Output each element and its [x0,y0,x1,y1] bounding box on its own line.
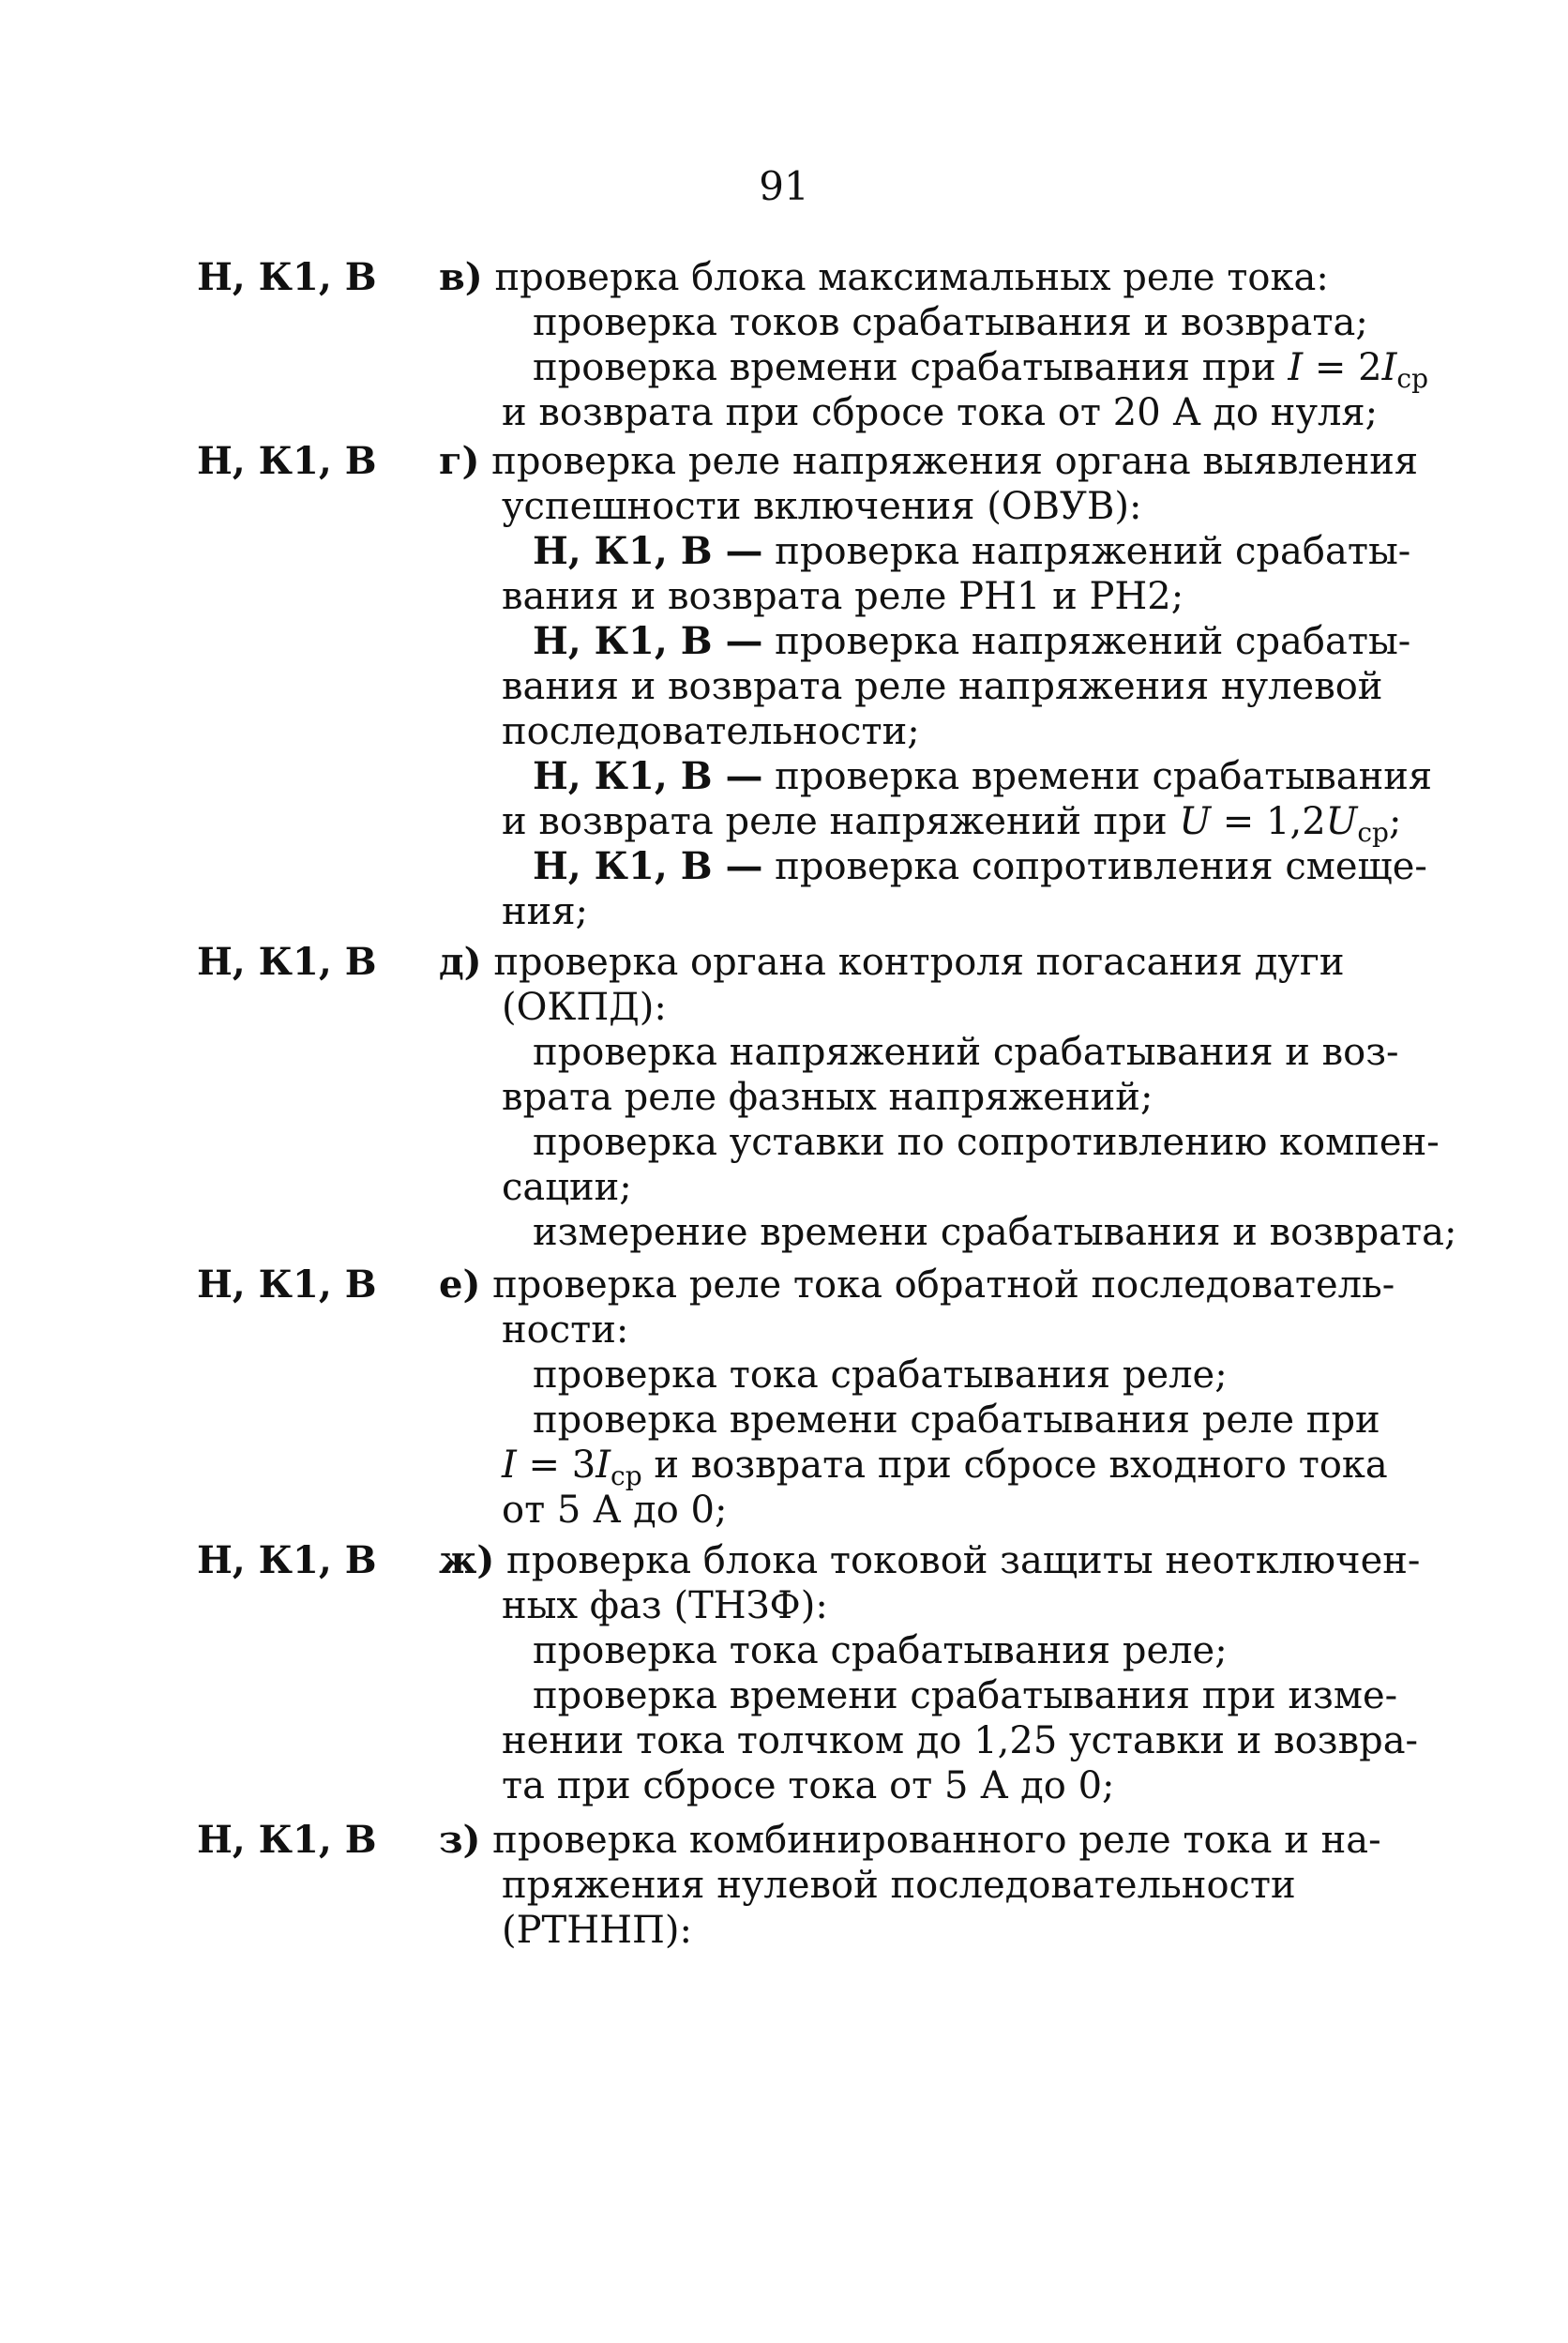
text-line: последовательности; [502,710,920,753]
section-letter: д) [439,940,482,984]
section-heading-zh: ж) проверка блока токовой защиты неотключен- [439,1538,1421,1582]
section-letter: ж) [439,1538,495,1582]
section-code: Н, К1, В [197,1262,377,1307]
text-line: проверка тока срабатывания реле; [533,1353,1228,1397]
text-line: Н, К1, В — проверка напряжений срабаты- [533,529,1411,573]
section-code: Н, К1, В [197,940,377,984]
section-heading-g: г) проверка реле напряжения органа выявления [439,439,1419,483]
section-letter: г) [439,439,480,483]
text-line: ных фаз (ТНЗФ): [502,1584,828,1627]
text-line: та при сбросе тока от 5 А до 0; [502,1764,1115,1807]
text-line: вания и возврата реле напряжения нулевой [502,665,1383,708]
text-line: пряжения нулевой последовательности [502,1864,1296,1907]
text-line: и возврата при сбросе тока от 20 А до нуля; [502,391,1379,434]
section-code: Н, К1, В [197,255,377,299]
text-line: Н, К1, В — проверка сопротивления смеще- [533,844,1427,888]
section-letter: з) [439,1818,481,1862]
section-heading-e: е) проверка реле тока обратной последователь- [439,1262,1395,1307]
text-line: успешности включения (ОВУВ): [502,485,1142,528]
text-line: измерение времени срабатывания и возврата; [533,1211,1457,1254]
text-line: сации; [502,1166,632,1209]
section-code: Н, К1, В [197,1538,377,1582]
text-line: проверка времени срабатывания реле при [533,1398,1380,1442]
text-line: (ОКПД): [502,986,667,1029]
section-heading-z: з) проверка комбинированного реле тока и на- [439,1818,1381,1862]
section-code: Н, К1, В [197,439,377,483]
text-line: нении тока толчком до 1,25 уставки и возвра- [502,1719,1419,1762]
text-line: Н, К1, В — проверка напряжений срабаты- [533,619,1411,663]
page-number: 91 [759,163,809,209]
text-line: проверка уставки по сопротивлению компен- [533,1121,1440,1164]
section-letter: е) [439,1262,481,1307]
text-line: ния; [502,890,589,933]
text-line: проверка тока срабатывания реле; [533,1629,1228,1672]
text-line: Н, К1, В — проверка времени срабатывания [533,754,1433,798]
section-title-line: проверка блока максимальных реле тока: [494,256,1329,299]
text-line: проверка времени срабатывания при изме- [533,1674,1398,1717]
text-line: врата реле фазных напряжений; [502,1076,1153,1119]
text-line: проверка токов срабатывания и возврата; [533,301,1368,344]
text-line: от 5 А до 0; [502,1489,728,1532]
section-heading-d: д) проверка органа контроля погасания дуги [439,940,1345,984]
text-line: проверка времени срабатывания при $I = 2I_{ср}$ [533,346,1428,394]
section-heading-v [439,255,1329,300]
text-line: $I = 3I_{ср}$ и возврата при сбросе входного тока [502,1444,1388,1491]
text-line: ности: [502,1308,629,1352]
text-line: вания и возврата реле РН1 и РН2; [502,575,1184,618]
text-line: проверка напряжений срабатывания и воз- [533,1031,1399,1074]
section-code: Н, К1, В [197,1818,377,1862]
text-line: и возврата реле напряжений при $U = 1,2U_{ср}$; [502,800,1402,848]
section-letter: в) [439,255,483,299]
text-line: (РТННП): [502,1909,692,1952]
